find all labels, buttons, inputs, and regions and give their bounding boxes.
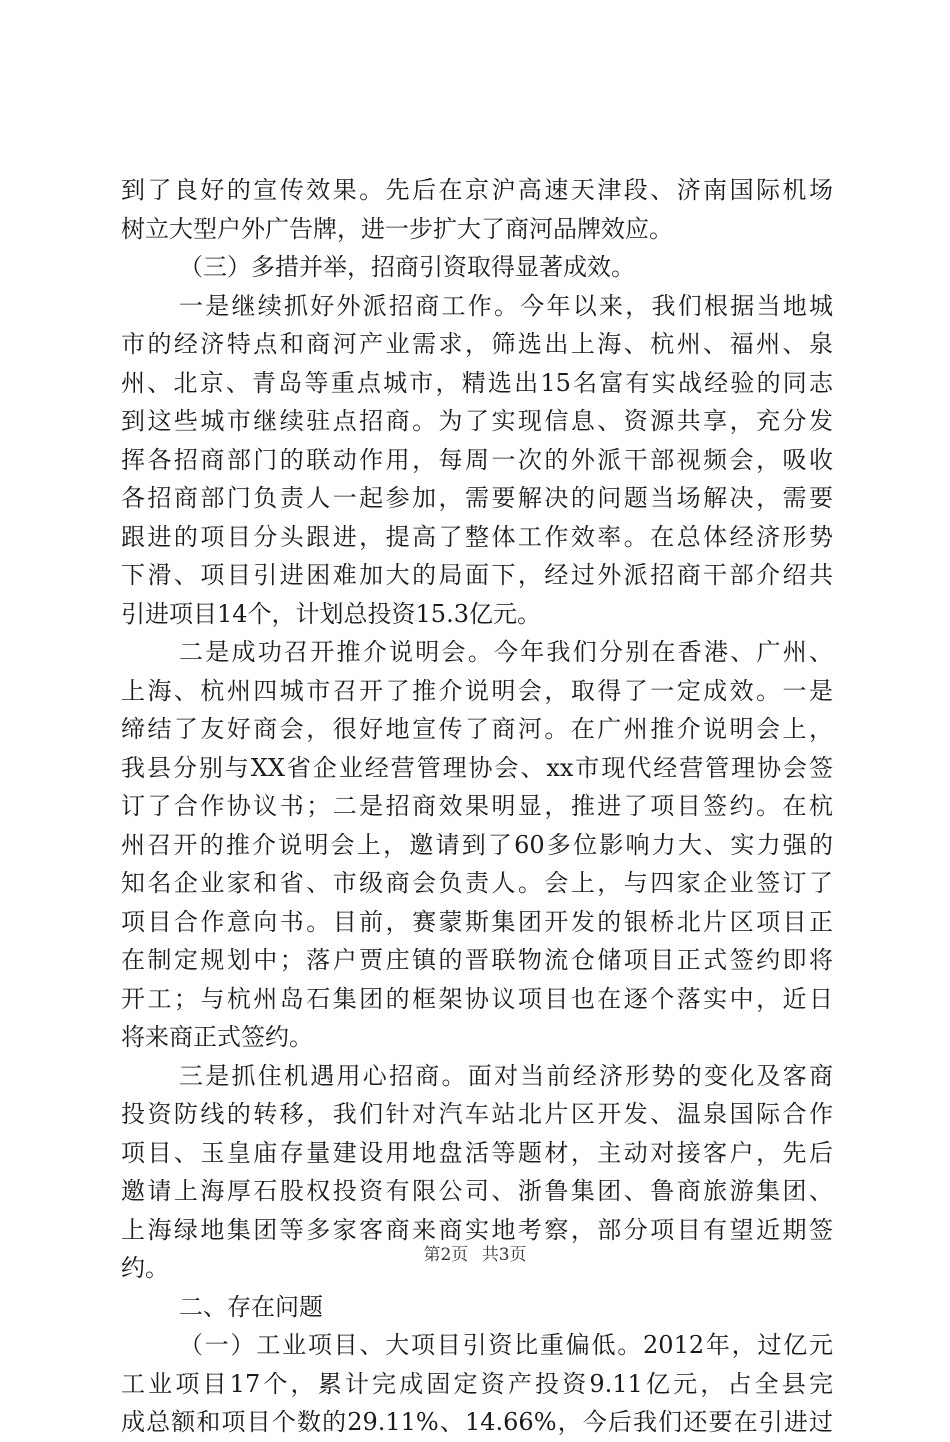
page-number: 第2页 bbox=[423, 1245, 469, 1265]
text-line: 州、北京、青岛等重点城市，精选出15名富有实战经验的同志 bbox=[121, 368, 833, 397]
text-line: 引进项目14个，计划总投资15.3亿元。 bbox=[121, 599, 541, 628]
text-line: 投资防线的转移，我们针对汽车站北片区开发、温泉国际合作 bbox=[121, 1100, 833, 1128]
text-line: （三）多措并举，招商引资取得显著成效。 bbox=[179, 253, 635, 281]
text-line: 工业项目17个，累计完成固定资产投资9.11亿元，占全县完 bbox=[121, 1369, 833, 1398]
text-line: 二是成功召开推介说明会。今年我们分别在香港、广州、 bbox=[179, 638, 833, 666]
text-line: 二、存在问题 bbox=[179, 1292, 323, 1321]
text-line: 上海、杭州四城市召开了推介说明会，取得了一定成效。一是 bbox=[121, 676, 833, 705]
text-line: 到了良好的宣传效果。先后在京沪高速天津段、济南国际机场 bbox=[121, 176, 833, 204]
text-line: 缔结了友好商会，很好地宣传了商河。在广州推介说明会上， bbox=[121, 715, 833, 743]
text-line: 知名企业家和省、市级商会负责人。会上，与四家企业签订了 bbox=[121, 869, 833, 897]
text-line: 到这些城市继续驻点招商。为了实现信息、资源共享，充分发 bbox=[121, 407, 833, 435]
text-line: 在制定规划中；落户贾庄镇的晋联物流仓储项目正式签约即将 bbox=[121, 946, 833, 974]
text-line: 州召开的推介说明会上，邀请到了60多位影响力大、实力强的 bbox=[121, 830, 833, 859]
text-line: 邀请上海厚石股权投资有限公司、浙鲁集团、鲁商旅游集团、 bbox=[121, 1177, 833, 1205]
text-line: 树立大型户外广告牌，进一步扩大了商河品牌效应。 bbox=[121, 214, 673, 243]
text-line: 我县分别与XX省企业经营管理协会、xx市现代经营管理协会签 bbox=[121, 753, 833, 782]
text-line: 挥各招商部门的联动作用，每周一次的外派干部视频会，吸收 bbox=[121, 445, 833, 474]
text-line: 将来商正式签约。 bbox=[121, 1023, 313, 1051]
text-line: 开工；与杭州岛石集团的框架协议项目也在逐个落实中，近日 bbox=[121, 984, 833, 1013]
text-line: 市的经济特点和商河产业需求，筛选出上海、杭州、福州、泉 bbox=[121, 330, 833, 358]
text-line: 一是继续抓好外派招商工作。今年以来，我们根据当地城 bbox=[179, 291, 833, 320]
text-line: 约。 bbox=[121, 1254, 169, 1282]
text-line: 成总额和项目个数的29.11%、14.66%，今后我们还要在引进过 bbox=[121, 1408, 833, 1436]
page-total: 共3页 bbox=[481, 1245, 527, 1265]
text-line: （一）工业项目、大项目引资比重偏低。2012年，过亿元 bbox=[179, 1331, 833, 1359]
page-footer bbox=[0, 1240, 950, 1265]
text-line: 项目、玉皇庙存量建设用地盘活等题材，主动对接客户，先后 bbox=[121, 1138, 833, 1167]
text-line: 项目合作意向书。目前，赛蒙斯集团开发的银桥北片区项目正 bbox=[121, 907, 833, 936]
text-line: 上海绿地集团等多家客商来商实地考察，部分项目有望近期签 bbox=[121, 1215, 833, 1244]
text-line: 各招商部门负责人一起参加，需要解决的问题当场解决，需要 bbox=[121, 484, 833, 512]
text-line: 三是抓住机遇用心招商。面对当前经济形势的变化及客商 bbox=[179, 1061, 833, 1090]
text-line: 下滑、项目引进困难加大的局面下，经过外派招商干部介绍共 bbox=[121, 561, 833, 589]
text-line: 跟进的项目分头跟进，提高了整体工作效率。在总体经济形势 bbox=[121, 522, 833, 551]
text-line: 订了合作协议书；二是招商效果明显，推进了项目签约。在杭 bbox=[121, 792, 833, 820]
